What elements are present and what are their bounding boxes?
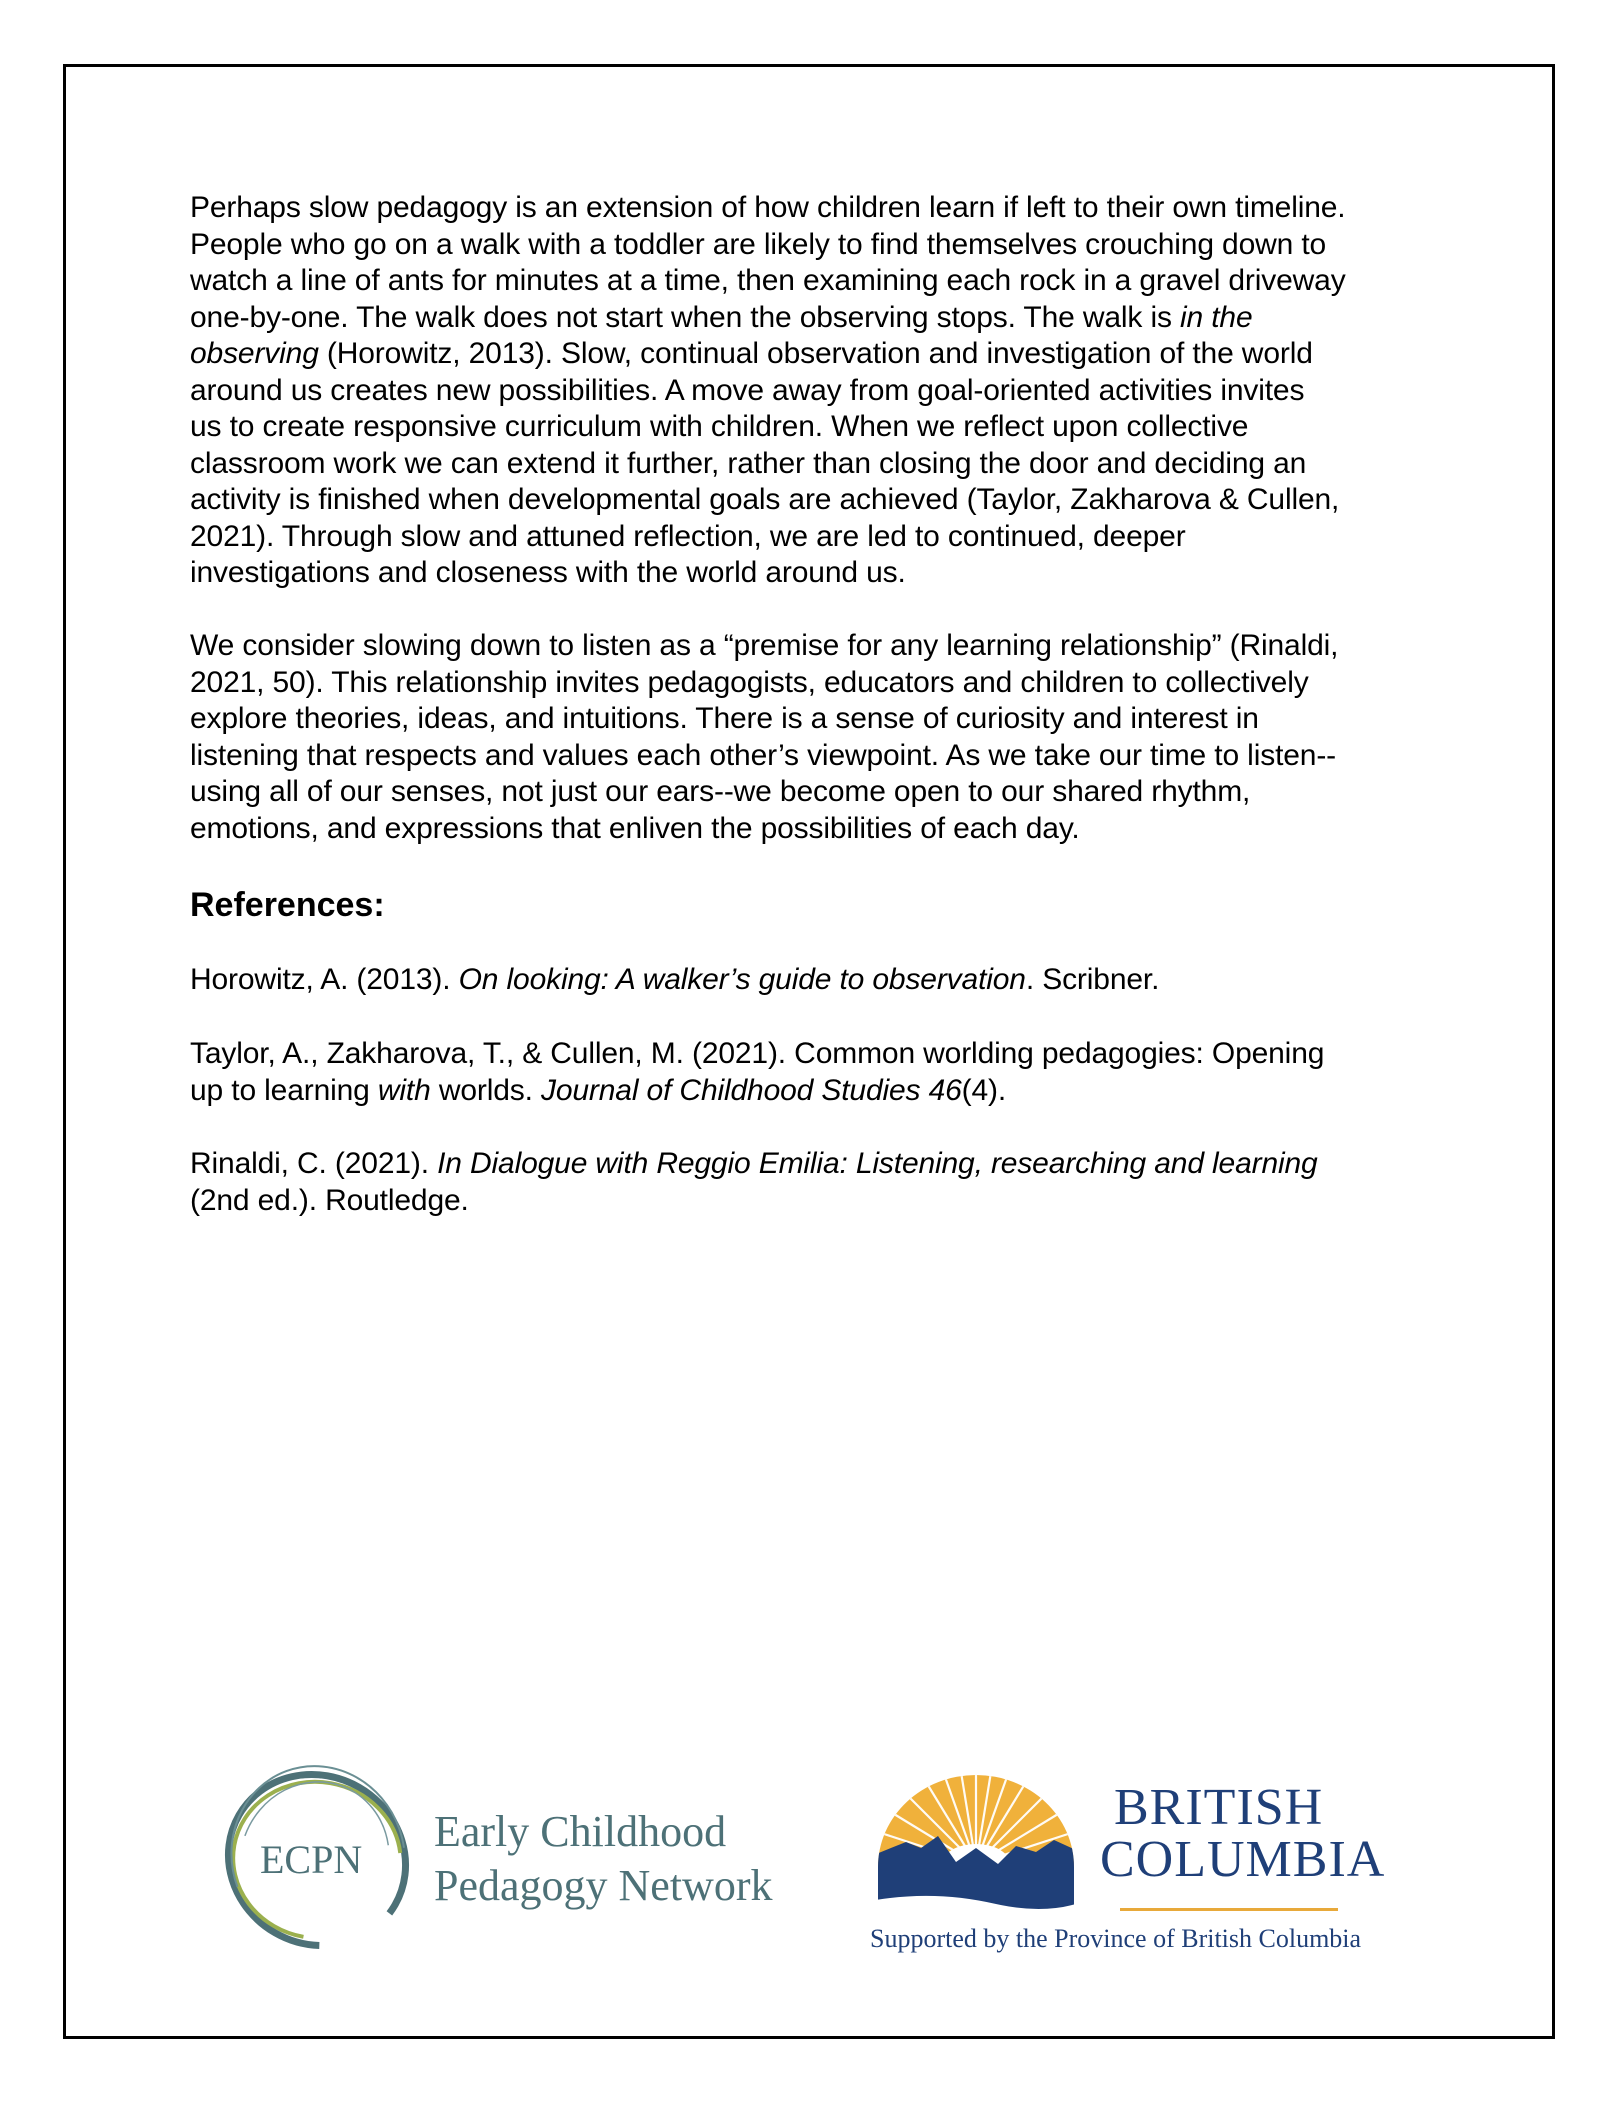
text-line [190, 628, 1450, 665]
text-run: Horowitz, A. (2013). [190, 963, 459, 996]
references-heading: References: [190, 886, 385, 924]
italic-text: On looking: A walker’s guide to observation [458, 963, 1026, 996]
text-run: Rinaldi, C. (2021). [190, 1147, 438, 1180]
text-line [190, 446, 1450, 483]
bc-title-line-1: BRITISH [1114, 1779, 1324, 1836]
text-line [190, 1146, 1318, 1183]
text-run: 2021, 50). This relationship invites pedagogists, educators and children to collectively [190, 665, 1309, 699]
text-run: classroom work we can extend it further, rather than closing the door and deciding an [190, 446, 1307, 480]
text-line [190, 336, 1450, 373]
text-run: 2021). Through slow and attuned reflection, we are led to continued, deeper [190, 519, 1186, 553]
ecpn-abbreviation: ECPN [260, 1837, 363, 1882]
text-run: one-by-one. The walk does not start when the observing stops. The walk is [190, 300, 1181, 334]
ecpn-name-line-2: Pedagogy Network [434, 1861, 773, 1910]
text-line [190, 300, 1450, 337]
italic-text: In Dialogue with Reggio Emilia: Listening, researching and learning [437, 1147, 1318, 1180]
text-run: explore theories, ideas, and intuitions. There is a sense of curiosity and interest in [190, 702, 1259, 735]
text-line [190, 811, 1450, 848]
text-line [190, 1036, 1324, 1073]
text-line [190, 409, 1450, 446]
text-line [190, 555, 1450, 592]
text-run: (4). [961, 1073, 1007, 1107]
bc-tagline: Supported by the Province of British Columbia [870, 1924, 1362, 1953]
text-line [190, 263, 1450, 300]
italic-text: with [377, 1073, 431, 1107]
text-run: Taylor, A., Zakharova, T., & Cullen, M. (2021). Common worlding pedagogies: Opening [190, 1037, 1325, 1070]
text-line [190, 519, 1450, 556]
text-line [190, 373, 1450, 410]
text-run: (2nd ed.). Routledge. [190, 1183, 469, 1217]
text-line [190, 962, 1159, 999]
text-run: worlds. [430, 1073, 541, 1107]
reference-rinaldi [190, 1146, 1318, 1219]
italic-text: observing [190, 337, 319, 370]
ecpn-logo [222, 1760, 822, 1960]
text-line [190, 1073, 1324, 1110]
italic-text: Journal of Childhood Studies 46 [541, 1073, 962, 1107]
text-run: up to learning [190, 1073, 378, 1107]
text-line [190, 190, 1450, 227]
italic-text: in the [1180, 300, 1253, 334]
text-line [190, 1183, 1318, 1220]
text-line [190, 701, 1450, 738]
text-run: People who go on a walk with a toddler are likely to find themselves crouching down to [190, 227, 1327, 261]
text-run: emotions, and expressions that enliven the possibilities of each day. [190, 811, 1080, 845]
paragraph-1 [190, 190, 1450, 592]
bc-sun-mountain-icon [876, 1772, 1076, 1912]
bc-logo [868, 1760, 1408, 1970]
bc-title-line-2: COLUMBIA [1100, 1831, 1386, 1888]
text-run: Perhaps slow pedagogy is an extension of how children learn if left to their own timeline. [190, 191, 1346, 224]
bc-title [1100, 1779, 1386, 1888]
text-line [190, 774, 1450, 811]
paragraph-2 [190, 628, 1450, 847]
text-line [190, 227, 1450, 264]
reference-horowitz [190, 962, 1159, 999]
text-run: investigations and closeness with the world around us. [190, 556, 906, 589]
ecpn-name [434, 1805, 773, 1913]
ecpn-name-line-1: Early Childhood [434, 1807, 727, 1856]
text-run: (Horowitz, 2013). Slow, continual observation and investigation of the world [318, 337, 1313, 370]
text-run: watch a line of ants for minutes at a time, then examining each rock in a gravel driveway [190, 264, 1346, 297]
text-run: activity is finished when developmental goals are achieved (Taylor, Zakharova & Cullen, [190, 483, 1340, 516]
text-line [190, 482, 1450, 519]
text-run: . Scribner. [1025, 963, 1160, 996]
text-run: listening that respects and values each other’s viewpoint. As we take our time to listen-- [190, 738, 1336, 772]
reference-taylor [190, 1036, 1324, 1109]
bc-divider [1120, 1908, 1338, 1911]
text-run: We consider slowing down to listen as a “premise for any learning relationship” (Rinaldi, [190, 629, 1339, 662]
text-line [190, 738, 1450, 775]
text-run: using all of our senses, not just our ears--we become open to our shared rhythm, [190, 775, 1251, 808]
text-run: us to create responsive curriculum with children. When we reflect upon collective [190, 410, 1249, 443]
text-line [190, 665, 1450, 702]
text-run: around us creates new possibilities. A move away from goal-oriented activities invites [190, 373, 1305, 407]
document-body [190, 190, 1450, 1217]
